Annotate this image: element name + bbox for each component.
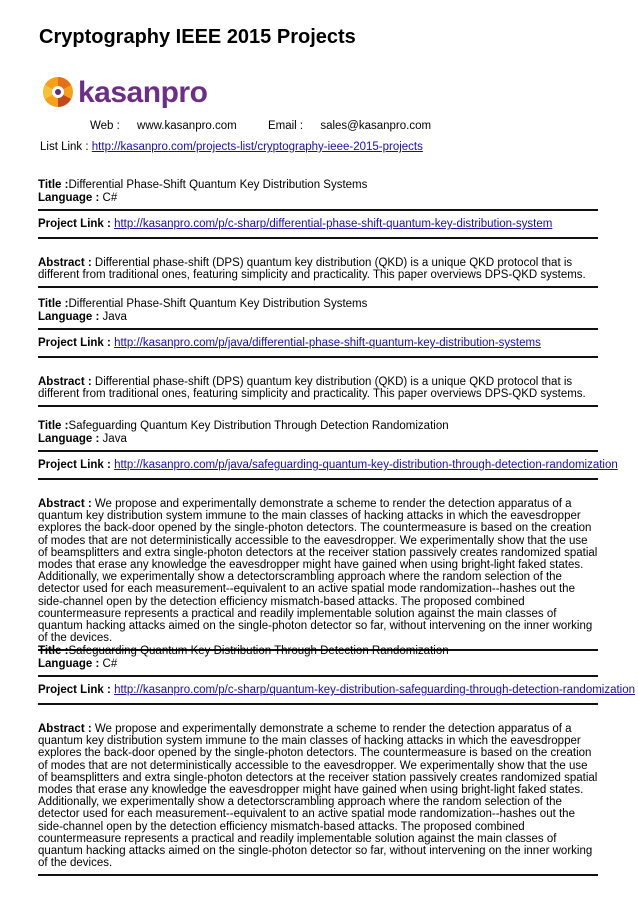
project-abstract: Abstract : We propose and experimentally demonstrate a scheme to render the detection apparatus of a quantum key distribution system immune to the main classes of hacking attacks in which the eavesdropper explores the back-door opened by the single-photon detectors. The countermeasure is based on the creation of modes that are not deterministically accessible to the eavesdropper. We experimentally show that the use of beamsplitters and extra single-photon detectors at the receiver station passively creates randomized spatial modes that erase any knowledge the eavesdropper might have gained when using bright-light faked states. Additionally, we experimentally show a detectorscrambling approach where the random selection of the detector used for each measurement--equivalent to an active spatial mode randomization--hashes out the side-channel open by the detection efficiency mismatch-based attacks. The proposed combined countermeasure represents a practical and readily implementable solution against the main classes of quantum hacking attacks aimed on the single-photon detector so far, without intervening on the inner working of the devices. bbox=[38, 723, 598, 870]
project-entry bbox=[38, 645, 636, 876]
project-title-row: Title :Differential Phase-Shift Quantum Key Distribution Systems bbox=[38, 298, 368, 310]
project-abstract: Abstract : Differential phase-shift (DPS) quantum key distribution (QKD) is a unique QKD protocol that is different from traditional ones, featuring simplicity and practicality. This paper overviews DPS-QKD systems. bbox=[38, 376, 586, 401]
project-entry bbox=[38, 298, 598, 407]
project-link[interactable]: http://kasanpro.com/p/c-sharp/differential-phase-shift-quantum-key-distribution-system bbox=[114, 218, 553, 230]
project-title: Differential Phase-Shift Quantum Key Distribution Systems bbox=[68, 298, 368, 310]
project-title-row: Title :Differential Phase-Shift Quantum Key Distribution Systems bbox=[38, 179, 368, 191]
divider bbox=[38, 450, 598, 452]
divider bbox=[38, 874, 598, 876]
project-abstract: Abstract : Differential phase-shift (DPS) quantum key distribution (QKD) is a unique QKD protocol that is different from traditional ones, featuring simplicity and practicality. This paper overviews DPS-QKD systems. bbox=[38, 257, 586, 282]
project-language-row: Language : C# bbox=[38, 192, 118, 204]
divider bbox=[38, 356, 598, 358]
project-language-row: Language : C# bbox=[38, 658, 118, 670]
project-language: Java bbox=[102, 311, 127, 323]
project-link-row: Project Link : http://kasanpro.com/p/c-sharp/quantum-key-distribution-safeguarding-through-detection-randomization bbox=[38, 684, 636, 696]
list-link-line bbox=[40, 141, 423, 153]
divider bbox=[38, 675, 598, 677]
email-info: Email : sales@kasanpro.com bbox=[267, 120, 432, 132]
project-title-row: Title :Safeguarding Quantum Key Distribution Through Detection Randomization bbox=[38, 645, 449, 657]
project-language-row: Language : Java bbox=[38, 311, 127, 323]
project-link-row: Project Link : http://kasanpro.com/p/c-sharp/differential-phase-shift-quantum-key-distribution-system bbox=[38, 218, 553, 230]
project-title: Safeguarding Quantum Key Distribution Through Detection Randomization bbox=[68, 420, 449, 432]
project-abstract: Abstract : We propose and experimentally demonstrate a scheme to render the detection apparatus of a quantum key distribution system immune to the main classes of hacking attacks in which the eavesdropper explores the back-door opened by the single-photon detectors. The countermeasure is based on the creation of modes that are not deterministically accessible to the eavesdropper. We experimentally show that the use of beamsplitters and extra single-photon detectors at the receiver station passively creates randomized spatial modes that erase any knowledge the eavesdropper might have gained when using bright-light faked states. Additionally, we experimentally show a detectorscrambling approach where the random selection of the detector used for each measurement--equivalent to an active spatial mode randomization--hashes out the side-channel open by the detection efficiency mismatch-based attacks. The proposed combined countermeasure represents a practical and readily implementable solution against the main classes of quantum hacking attacks aimed on the single-photon detector so far, without intervening on the inner working of the devices. bbox=[38, 498, 598, 645]
project-language-row: Language : Java bbox=[38, 433, 127, 445]
page-title: Cryptography IEEE 2015 Projects bbox=[39, 26, 356, 48]
project-link-row: Project Link : http://kasanpro.com/p/java/differential-phase-shift-quantum-key-distribution-systems bbox=[38, 337, 541, 349]
divider bbox=[38, 405, 598, 407]
web-info: Web : www.kasanpro.com bbox=[90, 120, 237, 132]
svg-text:kasanpro: kasanpro bbox=[78, 76, 208, 109]
project-language: C# bbox=[102, 192, 118, 204]
project-link[interactable]: http://kasanpro.com/p/java/safeguarding-quantum-key-distribution-through-detection-randomization bbox=[114, 459, 618, 471]
kasanpro-logo bbox=[40, 72, 210, 112]
project-link-row: Project Link : http://kasanpro.com/p/java/safeguarding-quantum-key-distribution-through-detection-randomization bbox=[38, 459, 618, 471]
project-link[interactable]: http://kasanpro.com/p/java/differential-phase-shift-quantum-key-distribution-systems bbox=[114, 337, 541, 349]
project-language: Java bbox=[102, 433, 127, 445]
project-entry bbox=[38, 179, 598, 288]
divider bbox=[38, 237, 598, 239]
divider bbox=[38, 478, 598, 480]
project-entry bbox=[38, 420, 618, 651]
list-link[interactable]: http://kasanpro.com/projects-list/cryptography-ieee-2015-projects bbox=[91, 141, 423, 153]
project-title-row: Title :Safeguarding Quantum Key Distribution Through Detection Randomization bbox=[38, 420, 449, 432]
divider bbox=[38, 286, 598, 288]
contact-line bbox=[90, 120, 459, 132]
project-title: Safeguarding Quantum Key Distribution Through Detection Randomization bbox=[68, 645, 449, 657]
list-link-label: List Link : bbox=[40, 141, 89, 153]
project-link[interactable]: http://kasanpro.com/p/c-sharp/quantum-key-distribution-safeguarding-through-detection-randomization bbox=[114, 684, 636, 696]
project-title: Differential Phase-Shift Quantum Key Distribution Systems bbox=[68, 179, 368, 191]
divider bbox=[38, 703, 598, 705]
divider bbox=[38, 328, 598, 330]
project-language: C# bbox=[102, 658, 118, 670]
divider bbox=[38, 209, 598, 211]
